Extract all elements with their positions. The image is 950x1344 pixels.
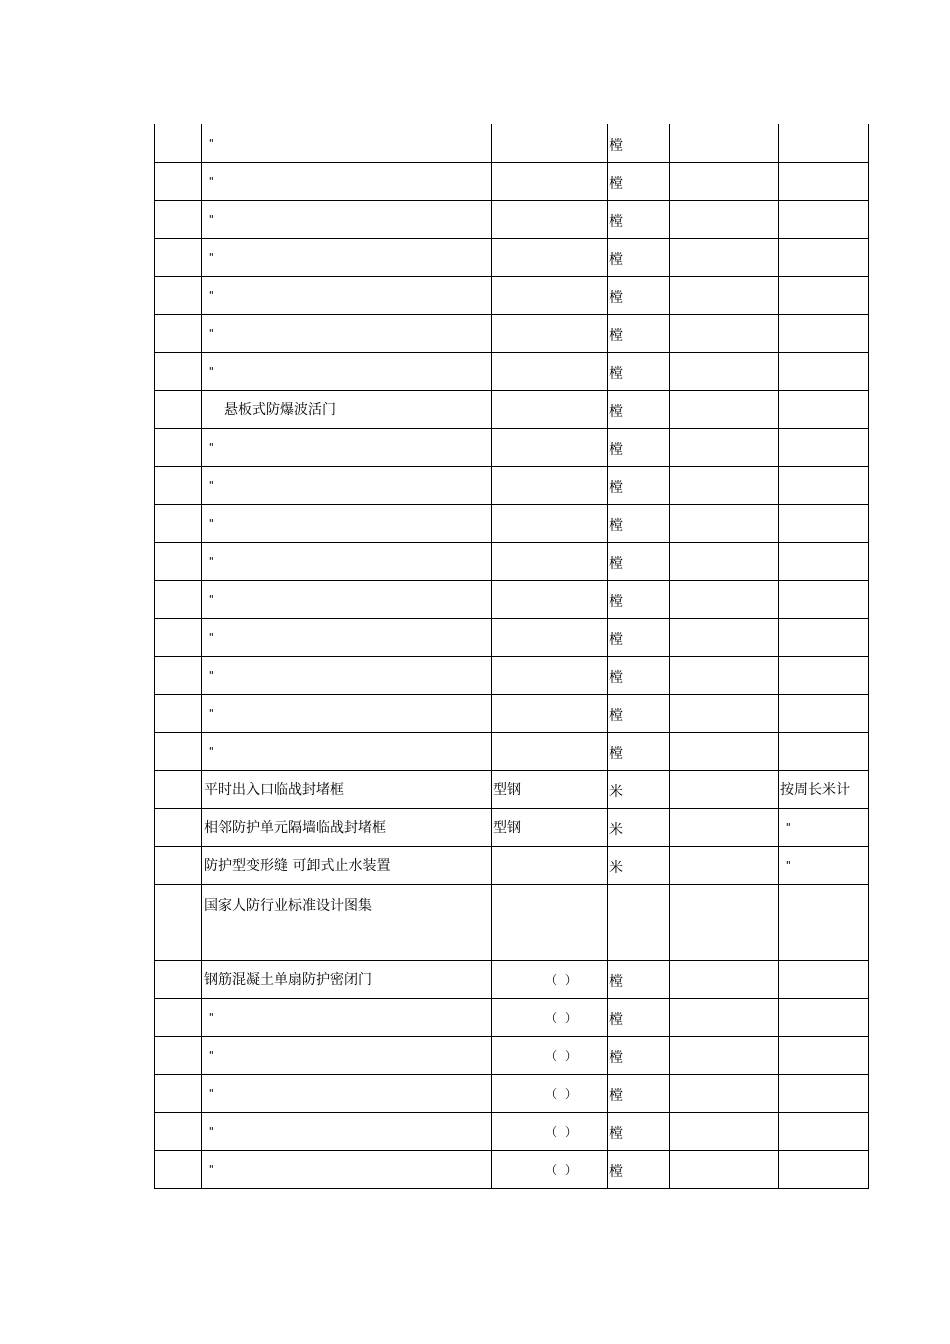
name-cell-text: " [208,175,215,188]
unit-cell-text: 樘 [609,556,623,572]
note-cell [779,238,869,276]
unit-cell-text: 米 [609,784,623,800]
note-cell [779,618,869,656]
unit-cell-text: 樘 [609,137,623,154]
no-cell [155,276,202,314]
material-cell [492,656,608,694]
name-cell [202,390,492,428]
name-cell-text: 钢筋混凝土单扇防护密闭门 [204,972,372,988]
material-cell [492,618,608,656]
no-cell [155,998,202,1036]
name-cell [202,276,492,314]
name-cell-text: " [208,365,215,378]
material-cell [492,352,608,390]
quantity-table [154,124,869,1189]
name-cell-text: " [208,745,215,758]
note-cell [779,504,869,542]
quantity-cell [670,846,779,884]
name-cell [202,238,492,276]
table-row [155,390,869,428]
unit-cell [608,808,670,846]
material-cell [492,998,608,1036]
unit-cell-text: 樘 [609,328,623,344]
quantity-cell [670,732,779,770]
material-cell [492,200,608,238]
material-cell [492,580,608,618]
unit-cell-text: 樘 [609,518,623,534]
table-row [155,998,869,1036]
table-row [155,580,869,618]
unit-cell [608,884,670,960]
unit-cell [608,1036,670,1074]
name-cell-text: 国家人防行业标准设计图集 [204,897,372,914]
material-cell-text: （ ） [545,1010,579,1025]
no-cell [155,580,202,618]
table-row [155,884,869,960]
unit-cell [608,124,670,162]
quantity-cell [670,352,779,390]
table-row [155,846,869,884]
name-cell [202,352,492,390]
table-row [155,808,869,846]
material-cell-text: （ ） [545,1048,579,1063]
table-row [155,732,869,770]
no-cell [155,884,202,960]
material-cell [492,276,608,314]
quantity-cell [670,770,779,808]
quantity-cell [670,960,779,998]
quantity-cell [670,1112,779,1150]
quantity-cell [670,314,779,352]
note-cell [779,808,869,846]
name-cell-text: 防护型变形缝 可卸式止水装置 [204,858,391,874]
note-cell [779,428,869,466]
unit-cell [608,580,670,618]
note-cell [779,1036,869,1074]
name-cell-text: 平时出入口临战封堵框 [204,782,344,798]
no-cell [155,808,202,846]
unit-cell [608,694,670,732]
table-row [155,352,869,390]
quantity-cell [670,390,779,428]
table-row [155,200,869,238]
table-row [155,1036,869,1074]
no-cell [155,1112,202,1150]
unit-cell-text: 樘 [609,708,623,724]
material-cell [492,884,608,960]
note-cell [779,732,869,770]
note-cell [779,694,869,732]
unit-cell [608,238,670,276]
unit-cell [608,1150,670,1188]
name-cell [202,884,492,960]
quantity-cell [670,694,779,732]
note-cell-text: " [785,821,792,834]
name-cell [202,808,492,846]
note-cell [779,466,869,504]
unit-cell-text: 米 [609,860,623,876]
table-row [155,618,869,656]
unit-cell [608,276,670,314]
note-cell [779,542,869,580]
name-cell [202,618,492,656]
table-row [155,124,869,162]
note-cell [779,390,869,428]
note-cell [779,200,869,238]
unit-cell-text: 樘 [609,594,623,610]
name-cell-text: " [208,251,215,264]
note-cell [779,1150,869,1188]
unit-cell [608,1112,670,1150]
material-cell [492,466,608,504]
no-cell [155,162,202,200]
name-cell [202,200,492,238]
no-cell [155,770,202,808]
quantity-cell [670,1074,779,1112]
name-cell-text: " [208,1125,215,1138]
unit-cell [608,352,670,390]
unit-cell-text: 樘 [609,1088,623,1104]
material-cell [492,314,608,352]
note-cell [779,1112,869,1150]
material-cell [492,1036,608,1074]
name-cell [202,694,492,732]
name-cell [202,162,492,200]
quantity-cell [670,504,779,542]
name-cell [202,428,492,466]
quantity-cell [670,238,779,276]
table-row [155,542,869,580]
name-cell-text: " [208,593,215,606]
unit-cell [608,466,670,504]
table-row [155,1150,869,1188]
unit-cell-text: 樘 [609,290,623,306]
unit-cell-text: 樘 [609,176,623,192]
quantity-cell [670,162,779,200]
table-row [155,238,869,276]
no-cell [155,960,202,998]
table-row [155,694,869,732]
no-cell [155,466,202,504]
name-cell-text: " [208,555,215,568]
unit-cell-text: 樘 [609,1126,623,1142]
quantity-cell [670,276,779,314]
quantity-cell [670,656,779,694]
unit-cell [608,504,670,542]
note-cell [779,998,869,1036]
quantity-cell [670,124,779,162]
name-cell-text: 相邻防护单元隔墙临战封堵框 [204,820,386,836]
material-cell-text: （ ） [545,1086,579,1101]
no-cell [155,732,202,770]
unit-cell-text: 樘 [609,974,623,990]
material-cell [492,504,608,542]
unit-cell-text: 樘 [609,1050,623,1066]
table-row [155,428,869,466]
table-row [155,656,869,694]
unit-cell [608,770,670,808]
no-cell [155,314,202,352]
unit-cell [608,542,670,580]
quantity-cell [670,1036,779,1074]
material-cell [492,960,608,998]
name-cell-text: " [208,136,215,150]
no-cell [155,656,202,694]
material-cell [492,238,608,276]
name-cell [202,998,492,1036]
quantity-cell [670,998,779,1036]
quantity-cell [670,1150,779,1188]
table-body [155,124,869,1188]
table-row [155,504,869,542]
note-cell-text: " [785,859,792,872]
unit-cell [608,428,670,466]
note-cell [779,314,869,352]
name-cell [202,542,492,580]
table-row [155,276,869,314]
name-cell-text: " [208,1011,215,1024]
unit-cell [608,732,670,770]
table-row [155,1112,869,1150]
no-cell [155,504,202,542]
name-cell-text: " [208,479,215,492]
no-cell [155,1074,202,1112]
table-row [155,466,869,504]
unit-cell [608,656,670,694]
unit-cell-text: 樘 [609,214,623,230]
unit-cell [608,1074,670,1112]
material-cell-text: 型钢 [493,782,521,798]
note-cell [779,580,869,618]
quantity-cell [670,618,779,656]
unit-cell-text: 樘 [609,442,623,458]
unit-cell [608,314,670,352]
unit-cell-text: 樘 [609,632,623,648]
unit-cell [608,846,670,884]
name-cell-text: " [208,1163,215,1176]
note-cell [779,276,869,314]
no-cell [155,200,202,238]
name-cell [202,770,492,808]
name-cell-text: " [208,669,215,682]
unit-cell [608,960,670,998]
note-cell [779,162,869,200]
name-cell [202,960,492,998]
table-row [155,770,869,808]
no-cell [155,846,202,884]
name-cell-text: " [208,1087,215,1100]
material-cell [492,542,608,580]
name-cell [202,314,492,352]
no-cell [155,1036,202,1074]
note-cell [779,1074,869,1112]
note-cell [779,960,869,998]
material-cell [492,428,608,466]
name-cell [202,124,492,162]
quantity-cell [670,542,779,580]
quantity-cell [670,428,779,466]
table-row [155,960,869,998]
no-cell [155,428,202,466]
material-cell [492,390,608,428]
name-cell-text: " [208,1049,215,1062]
quantity-cell [670,884,779,960]
no-cell [155,238,202,276]
note-cell [779,352,869,390]
name-cell [202,504,492,542]
no-cell [155,694,202,732]
quantity-cell [670,580,779,618]
material-cell-text: （ ） [545,972,579,987]
material-cell [492,124,608,162]
note-cell-text: 按周长米计 [780,782,850,798]
name-cell [202,1150,492,1188]
material-cell-text: 型钢 [493,820,521,836]
material-cell [492,1074,608,1112]
unit-cell-text: 樘 [609,366,623,382]
material-cell [492,732,608,770]
name-cell [202,1074,492,1112]
unit-cell [608,998,670,1036]
name-cell [202,1036,492,1074]
unit-cell-text: 樘 [609,480,623,496]
name-cell-text: " [208,517,215,530]
note-cell [779,884,869,960]
name-cell [202,846,492,884]
unit-cell-text: 米 [609,822,623,838]
name-cell-text: " [208,289,215,302]
table-row [155,162,869,200]
unit-cell-text: 樘 [609,1012,623,1028]
table-row [155,1074,869,1112]
name-cell [202,466,492,504]
material-cell-text: （ ） [545,1162,579,1177]
material-cell [492,808,608,846]
name-cell-text: " [208,327,215,340]
unit-cell-text: 樘 [609,404,623,420]
no-cell [155,1150,202,1188]
unit-cell-text: 樘 [609,670,623,686]
note-cell [779,846,869,884]
unit-cell-text: 樘 [609,1164,623,1180]
no-cell [155,352,202,390]
name-cell [202,732,492,770]
quantity-cell [670,200,779,238]
unit-cell [608,390,670,428]
note-cell [779,770,869,808]
name-cell [202,656,492,694]
material-cell [492,1112,608,1150]
unit-cell [608,200,670,238]
material-cell [492,694,608,732]
material-cell [492,162,608,200]
unit-cell [608,618,670,656]
no-cell [155,542,202,580]
name-cell-text: " [208,631,215,644]
name-cell [202,1112,492,1150]
no-cell [155,618,202,656]
name-cell-text: " [208,213,215,226]
unit-cell-text: 樘 [609,746,623,762]
name-cell-text: " [208,707,215,720]
note-cell [779,656,869,694]
name-cell [202,580,492,618]
quantity-cell [670,808,779,846]
material-cell-text: （ ） [545,1124,579,1139]
unit-cell-text: 樘 [609,252,623,268]
table-row [155,314,869,352]
quantity-cell [670,466,779,504]
material-cell [492,846,608,884]
unit-cell [608,162,670,200]
material-cell [492,1150,608,1188]
no-cell [155,124,202,162]
name-cell-text: 悬板式防爆波活门 [224,402,336,418]
material-cell [492,770,608,808]
no-cell [155,390,202,428]
note-cell [779,124,869,162]
name-cell-text: " [208,441,215,454]
